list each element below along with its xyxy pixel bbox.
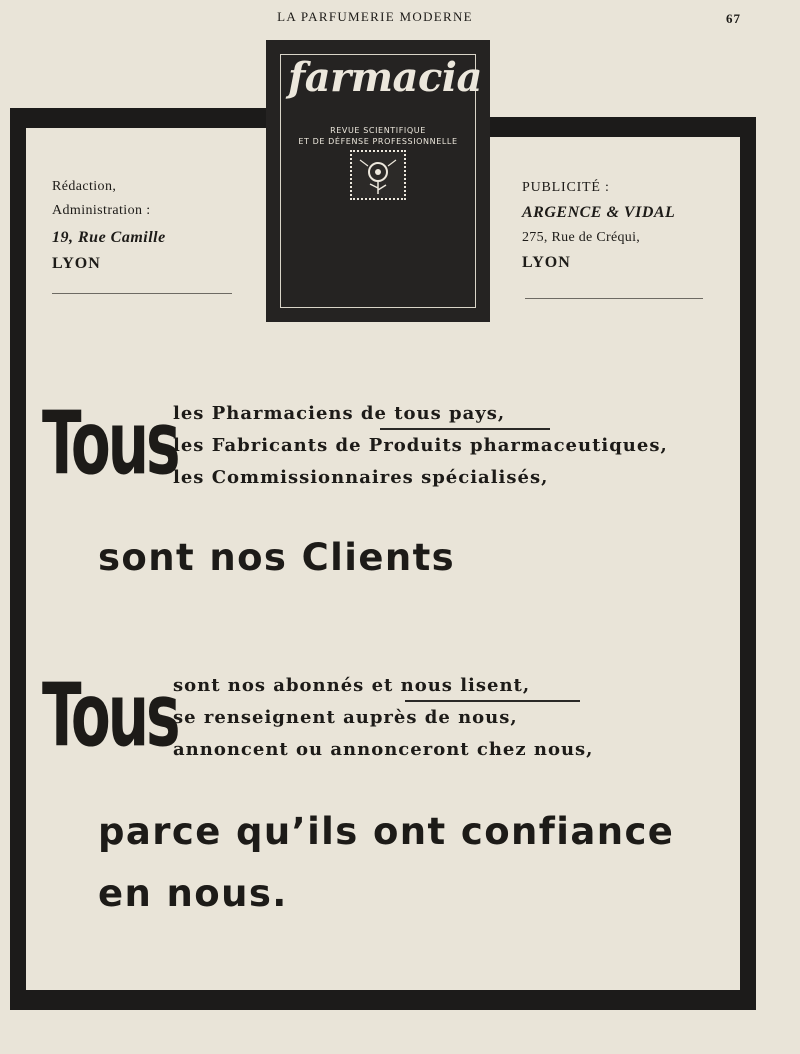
tagline-confiance-1: parce qu’ils ont confiance xyxy=(98,810,675,853)
frame-left xyxy=(10,108,26,1010)
cover-subtitle-1: REVUE SCIENTIFIQUE xyxy=(330,126,426,135)
frame-top-right xyxy=(490,117,756,137)
flower-emblem-icon xyxy=(350,150,406,200)
clients-line-2: les Fabricants de Produits pharmaceutiques, xyxy=(173,435,668,456)
redaction-block xyxy=(52,175,166,273)
page-number: 67 xyxy=(726,11,741,26)
publicite-street: 275, Rue de Créqui, xyxy=(522,230,641,245)
farmacia-cover xyxy=(266,40,490,322)
left-divider xyxy=(52,293,232,294)
frame-bottom xyxy=(10,990,756,1010)
readers-line-1: sont nos abonnés et nous lisent, xyxy=(173,675,531,696)
publicite-block xyxy=(522,180,675,272)
clients-list xyxy=(173,403,668,499)
tagline-confiance-2: en nous. xyxy=(98,872,288,915)
administration-label: Administration : xyxy=(52,203,151,218)
underline-2 xyxy=(405,700,580,702)
clients-line-1: les Pharmaciens de tous pays, xyxy=(173,403,506,424)
tous-heading-2: Tous xyxy=(42,664,178,767)
frame-top-left xyxy=(12,108,266,128)
redaction-label: Rédaction, xyxy=(52,179,117,194)
tagline-clients: sont nos Clients xyxy=(98,536,456,579)
right-divider xyxy=(525,298,703,299)
tous-heading-1: Tous xyxy=(42,392,178,495)
readers-list xyxy=(173,675,593,771)
clients-line-3: les Commissionnaires spécialisés, xyxy=(173,467,549,488)
frame-right xyxy=(740,117,756,1010)
cover-title: farmacia xyxy=(288,54,482,101)
redaction-address: 19, Rue Camille xyxy=(52,229,166,246)
publicite-city: LYON xyxy=(522,254,571,271)
redaction-city: LYON xyxy=(52,255,101,272)
cover-subtitle-2: ET DE DÉFENSE PROFESSIONNELLE xyxy=(298,137,458,146)
running-title: LA PARFUMERIE MODERNE xyxy=(277,9,473,24)
readers-line-2: se renseignent auprès de nous, xyxy=(173,707,518,728)
publicite-firm: ARGENCE & VIDAL xyxy=(522,204,676,221)
readers-line-3: annoncent ou annonceront chez nous, xyxy=(173,739,594,760)
underline-1 xyxy=(380,428,550,430)
publicite-label: PUBLICITÉ : xyxy=(522,180,610,195)
